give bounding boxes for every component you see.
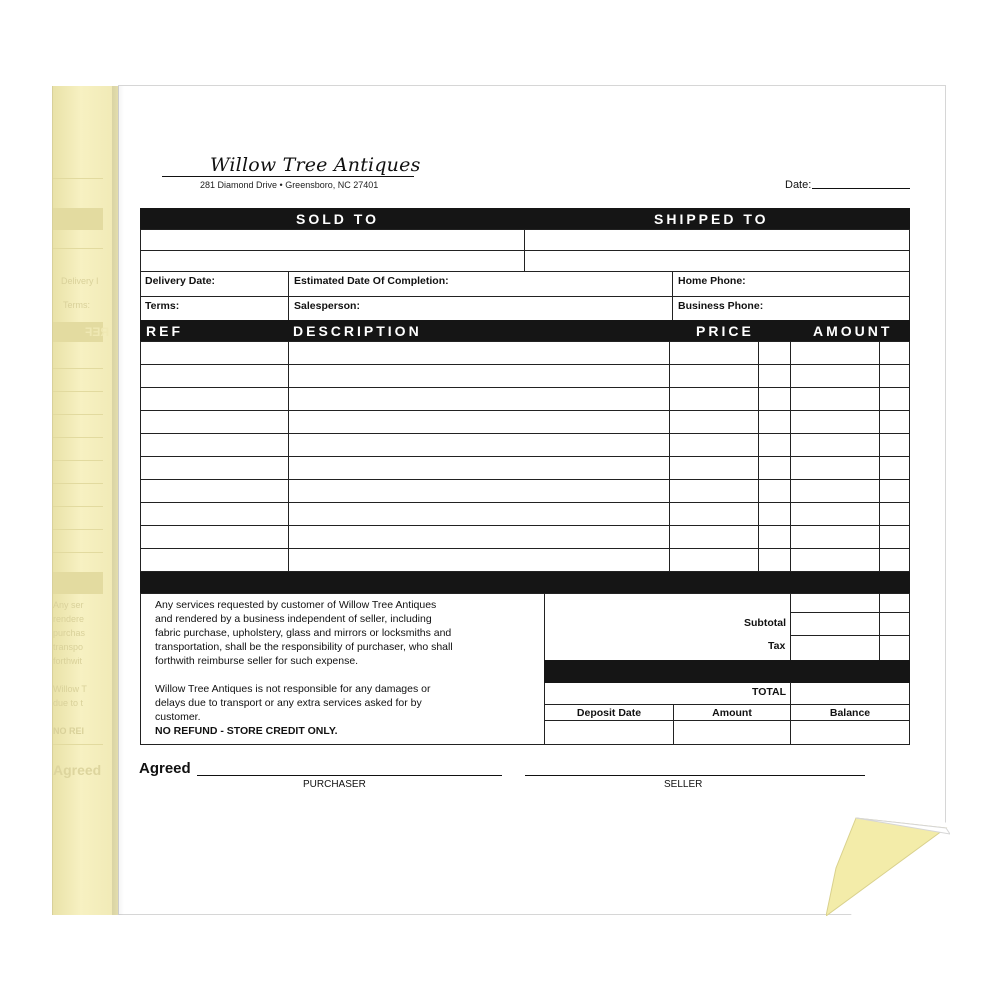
ghost-line [53, 414, 103, 415]
sold-to-line-2[interactable] [141, 251, 523, 271]
ghost-line [53, 391, 103, 392]
sold-shipped-header-bar [140, 208, 910, 230]
total-row-line [544, 704, 910, 705]
table-row[interactable] [140, 525, 910, 526]
tax-label: Tax [768, 640, 786, 652]
amount-column-heading: AMOUNT [813, 323, 893, 339]
ghost-line [53, 529, 103, 530]
deposit-date-label: Deposit Date [576, 707, 642, 719]
table-row[interactable] [140, 479, 910, 480]
table-row[interactable] [140, 502, 910, 503]
ghost-line [53, 368, 103, 369]
table-row[interactable] [140, 410, 910, 411]
estimated-completion-label: Estimated Date Of Completion: [294, 275, 449, 287]
deposit-amount-label: Amount [712, 707, 752, 719]
ghost-text: transpo [53, 642, 84, 652]
ghost-line [53, 248, 103, 249]
table-row[interactable] [140, 364, 910, 365]
delivery-date-label: Delivery Date: [145, 275, 216, 287]
purchaser-signature-line[interactable] [197, 775, 502, 776]
ghost-text: Agreed [53, 762, 102, 778]
ghost-bar [53, 208, 103, 230]
ghost-text: due to t [53, 698, 84, 708]
shipped-to-heading: SHIPPED TO [654, 211, 769, 227]
ghost-line [53, 506, 103, 507]
table-row[interactable] [140, 456, 910, 457]
shipped-to-line-1[interactable] [525, 230, 909, 250]
subtotal-label: Subtotal [744, 617, 786, 629]
home-phone-label: Home Phone: [678, 275, 746, 287]
balance-field[interactable] [791, 721, 909, 744]
ghost-line [53, 744, 103, 745]
ghost-text: Terms: [63, 300, 90, 310]
date-field[interactable] [812, 188, 910, 189]
items-header-bar [140, 320, 910, 342]
ghost-bar [53, 572, 103, 594]
ghost-line [53, 483, 103, 484]
info-divider [288, 271, 289, 321]
shipped-to-line-2[interactable] [525, 251, 909, 271]
ghost-text: NO REI [53, 726, 85, 736]
terms-label: Terms: [145, 300, 180, 312]
table-row[interactable] [140, 433, 910, 434]
separator-bar [140, 572, 910, 594]
totals-separator-bar [544, 660, 910, 683]
table-row[interactable] [140, 387, 910, 388]
brand-underline [162, 176, 414, 177]
refund-policy: NO REFUND - STORE CREDIT ONLY. [155, 725, 338, 737]
info-row-divider [140, 296, 910, 297]
tax-field[interactable] [791, 636, 879, 658]
business-address: 281 Diamond Drive • Greensboro, NC 27401 [200, 180, 379, 190]
deposit-amount-field[interactable] [674, 721, 790, 744]
deposit-date-field[interactable] [545, 721, 673, 744]
table-row[interactable] [140, 548, 910, 549]
page-curl [826, 808, 950, 916]
ghost-text: purchas [53, 628, 86, 638]
agreed-label: Agreed [139, 760, 191, 777]
ghost-line [53, 178, 103, 179]
ghost-text: REF [85, 325, 109, 339]
ref-column-heading: REF [146, 323, 183, 339]
total-field[interactable] [791, 683, 909, 704]
price-column-heading: PRICE [696, 323, 754, 339]
totals-divider [879, 593, 880, 661]
sold-to-line-1[interactable] [141, 230, 523, 250]
balance-label: Balance [829, 707, 871, 719]
purchaser-label: PURCHASER [303, 779, 366, 790]
business-name: Willow Tree Antiques [210, 154, 421, 176]
binding-shadow [112, 86, 124, 915]
terms-text [155, 598, 455, 738]
seller-label: SELLER [664, 779, 703, 790]
ghost-text: Any ser [53, 600, 84, 610]
liability-clause: Willow Tree Antiques is not responsible for any damages or delays due to transport or any extra services asked for by customer. [155, 683, 431, 723]
ghost-text: forthwit [53, 656, 83, 666]
subtotal-field[interactable] [791, 613, 879, 635]
ghost-text: Delivery I [61, 276, 99, 286]
date-label: Date: [785, 179, 812, 191]
description-column-heading: DESCRIPTION [293, 323, 422, 339]
ghost-line [53, 552, 103, 553]
ghost-text: rendere [53, 614, 85, 624]
info-divider [672, 271, 673, 321]
business-phone-label: Business Phone: [678, 300, 764, 312]
ghost-text: Willow T [53, 684, 87, 694]
seller-signature-line[interactable] [525, 775, 865, 776]
services-clause: Any services requested by customer of Willow Tree Antiques and rendered by a business independent of seller, including fabric purchase, upholstery, glass and mirrors or locksmiths and transportation, shall be the responsibility of purchaser, who shall forthwith reimburse seller for such expense. [155, 599, 453, 667]
salesperson-label: Salesperson: [294, 300, 360, 312]
total-label: TOTAL [752, 686, 787, 698]
ghost-line [53, 460, 103, 461]
sold-to-heading: SOLD TO [296, 211, 379, 227]
ghost-line [53, 437, 103, 438]
